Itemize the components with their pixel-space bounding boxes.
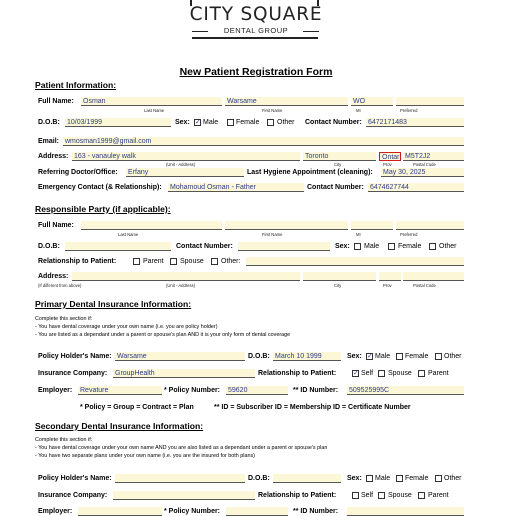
primary-insurer-label: Insurance Company: [38, 370, 108, 377]
rp-address-label: Address: [38, 273, 69, 280]
rp-preferred-field[interactable] [396, 221, 464, 230]
primary-sex-other-label: Other [444, 353, 462, 360]
rp-sex-other-checkbox[interactable] [429, 243, 436, 250]
primary-employer-field[interactable]: Revature [78, 386, 162, 395]
rp-prov-field[interactable] [379, 272, 401, 281]
rp-sex-other-label: Other [439, 243, 457, 250]
logo-title: CITY SQUARE [189, 4, 323, 25]
secondary-sex-other-label: Other [444, 475, 462, 482]
rp-contact-number-label: Contact Number: [176, 243, 233, 250]
rp-sublabel-last-name: Last Name [118, 232, 139, 237]
rp-other-checkbox[interactable] [211, 258, 218, 265]
email-field[interactable]: wmosman1999@gmail.com [63, 137, 464, 146]
rp-sex-male-checkbox[interactable] [354, 243, 361, 250]
secondary-sex-female-checkbox[interactable] [396, 475, 403, 482]
rp-address-field[interactable] [72, 272, 300, 281]
last-hygiene-label: Last Hygiene Appointment (cleaning): [247, 169, 373, 176]
secondary-holder-field[interactable] [115, 474, 245, 483]
province-field[interactable]: Ontar [379, 152, 401, 161]
city-field[interactable]: Toronto [303, 152, 376, 161]
rp-postal-field[interactable] [403, 272, 464, 281]
emergency-number-label: Contact Number: [307, 184, 364, 191]
secondary-parent-label: Parent [428, 492, 449, 499]
referring-label: Referring Doctor/Office: [38, 169, 118, 176]
rp-parent-checkbox[interactable] [133, 258, 140, 265]
sex-male-checkbox[interactable]: ✓ [195, 119, 201, 126]
section-secondary-heading: Secondary Dental Insurance Information: [35, 421, 204, 431]
rp-contact-number-field[interactable] [238, 242, 330, 251]
primary-self-checkbox[interactable]: ✓ [353, 370, 359, 377]
sex-female-label: Female [236, 119, 260, 126]
secondary-dob-field[interactable] [273, 474, 341, 483]
contact-number-label: Contact Number: [305, 119, 362, 126]
sublabel-prov: Prov [383, 162, 392, 167]
primary-sex-female-label: Female [405, 353, 429, 360]
first-name-field[interactable]: Warsame [225, 97, 348, 106]
secondary-sex-other-checkbox[interactable] [435, 475, 442, 482]
rp-sex-male-label: Male [364, 243, 380, 250]
primary-id-label: ** ID Number: [293, 387, 339, 394]
secondary-policy-label: * Policy Number: [164, 508, 221, 515]
primary-dob-label: D.O.B: [248, 353, 270, 360]
rp-sex-label: Sex: [335, 243, 350, 250]
primary-spouse-label: Spouse [388, 370, 412, 377]
last-hygiene-field[interactable]: May 30, 2025 [381, 168, 464, 177]
logo-frame-bottom [192, 37, 318, 39]
dob-field[interactable]: 10/03/1999 [65, 118, 171, 127]
primary-parent-checkbox[interactable] [418, 370, 425, 377]
last-name-field[interactable]: Osman [81, 97, 222, 106]
secondary-insurer-label: Insurance Company: [38, 492, 108, 499]
sex-label: Sex: [175, 119, 190, 126]
contact-number-field[interactable]: 6472171483 [366, 118, 464, 127]
sublabel-preferred: Preferred [400, 108, 418, 113]
secondary-self-checkbox[interactable] [352, 492, 359, 499]
secondary-spouse-checkbox[interactable] [378, 492, 385, 499]
sex-male-label: Male [203, 119, 219, 126]
section-patient-heading: Patient Information: [35, 80, 117, 90]
sex-other-checkbox[interactable] [267, 119, 274, 126]
rp-sublabel-mi: MI [356, 232, 361, 237]
sex-female-checkbox[interactable] [227, 119, 234, 126]
secondary-relationship-label: Relationship to Patient: [258, 492, 337, 499]
secondary-sex-male-label: Male [375, 475, 391, 482]
primary-sex-other-checkbox[interactable] [435, 353, 442, 360]
primary-policy-field[interactable]: 59620 [226, 386, 288, 395]
section-primary-heading: Primary Dental Insurance Information: [35, 299, 192, 309]
primary-parent-label: Parent [428, 370, 449, 377]
secondary-sex-male-checkbox[interactable] [366, 475, 373, 482]
primary-note-intro: Complete this section if: [35, 316, 93, 322]
sublabel-unit-address: (Unit - Address) [166, 162, 196, 167]
rp-sublabel-city: City [334, 283, 342, 288]
address-field[interactable]: 163 - vanauley walk [72, 152, 300, 161]
email-label: Email: [38, 138, 60, 145]
primary-spouse-checkbox[interactable] [378, 370, 385, 377]
primary-sex-female-checkbox[interactable] [396, 353, 403, 360]
secondary-note-line1: - You have dental coverage under your own name AND you are also listed as a dependant under a parent or spouse's plan [35, 445, 328, 451]
rp-sublabel-prov: Prov [383, 283, 392, 288]
sublabel-postal-code: Postal Code [413, 162, 436, 167]
secondary-holder-label: Policy Holder's Name: [38, 475, 112, 482]
secondary-self-label: Self [361, 492, 374, 499]
emergency-contact-field[interactable]: Mohamoud Osman - Father [168, 183, 304, 192]
secondary-id-label: ** ID Number: [293, 508, 339, 515]
primary-note-line1: - You have dental coverage under your own name (i.e. you are policy holder) [35, 324, 218, 330]
secondary-parent-checkbox[interactable] [418, 492, 425, 499]
secondary-employer-label: Employer: [38, 508, 73, 515]
primary-policy-label: * Policy Number: [164, 387, 221, 394]
rp-other-field[interactable] [246, 257, 464, 266]
rp-relationship-label: Relationship to Patient: [38, 258, 117, 265]
sublabel-first-name: First Name [262, 108, 283, 113]
rp-city-field[interactable] [303, 272, 376, 281]
rp-sublabel-preferred: Preferred [400, 232, 418, 237]
primary-insurer-field[interactable]: GroupHealth [113, 369, 255, 378]
primary-id-field[interactable]: 509525995C [347, 386, 464, 395]
preferred-name-field[interactable] [396, 97, 464, 106]
rp-other-label: Other: [221, 258, 241, 265]
rp-dob-field[interactable] [65, 242, 171, 251]
secondary-sex-female-label: Female [405, 475, 429, 482]
rp-last-name-field[interactable] [81, 221, 222, 230]
sublabel-mi: MI [356, 108, 361, 113]
logo-subtitle: DENTAL GROUP [223, 26, 289, 35]
section-responsible-heading: Responsible Party (if applicable): [35, 204, 171, 214]
rp-dob-label: D.O.B: [38, 243, 60, 250]
rp-parent-label: Parent [143, 258, 164, 265]
primary-footnote-policy: * Policy = Group = Contract = Plan [80, 404, 194, 411]
secondary-spouse-label: Spouse [388, 492, 412, 499]
referring-field[interactable]: Erfany [126, 168, 244, 177]
primary-note-line2: - You are listed as a dependant under a parent or spouse's plan AND it is your only form of dental coverage [35, 332, 291, 338]
secondary-sex-label: Sex: [347, 475, 362, 482]
rp-sublabel-unit-address: (Unit - Address) [166, 283, 196, 288]
primary-self-label: Self [361, 370, 374, 377]
secondary-note-line2: - You have two separate plans under your own name (i.e. you are the insured for both plans) [35, 453, 255, 459]
rp-sex-female-checkbox[interactable] [388, 243, 395, 250]
secondary-note-intro: Complete this section if: [35, 437, 93, 443]
full-name-label: Full Name: [38, 98, 74, 105]
rp-if-different: (If different from above) [38, 283, 82, 288]
sublabel-last-name: Last Name [144, 108, 165, 113]
primary-sex-male-label: Male [375, 353, 391, 360]
primary-sex-label: Sex: [347, 353, 362, 360]
logo-rule-right [303, 31, 319, 32]
secondary-insurer-field[interactable] [113, 491, 255, 500]
primary-holder-field[interactable]: Warsame [115, 352, 245, 361]
sublabel-city: City [334, 162, 342, 167]
primary-dob-field[interactable]: March 10 1999 [273, 352, 341, 361]
rp-full-name-label: Full Name: [38, 222, 74, 229]
middle-initial-field[interactable]: WO [351, 97, 393, 106]
rp-sex-female-label: Female [398, 243, 422, 250]
emergency-label: Emergency Contact (& Relationship): [38, 184, 162, 191]
rp-spouse-checkbox[interactable] [170, 258, 177, 265]
secondary-dob-label: D.O.B: [248, 475, 270, 482]
rp-mi-field[interactable] [351, 221, 393, 230]
primary-relationship-label: Relationship to Patient: [258, 370, 337, 377]
dob-label: D.O.B: [38, 119, 60, 126]
rp-sublabel-first-name: First Name [262, 232, 283, 237]
emergency-number-field[interactable]: 6474627744 [368, 183, 464, 192]
rp-sublabel-postal-code: Postal Code [413, 283, 436, 288]
rp-spouse-label: Spouse [180, 258, 204, 265]
primary-employer-label: Employer: [38, 387, 73, 394]
address-label: Address: [38, 153, 69, 160]
postal-code-field[interactable]: M5T2J2 [403, 152, 464, 161]
primary-sex-male-checkbox[interactable]: ✓ [367, 353, 373, 360]
form-title: New Patient Registration Form [179, 66, 333, 78]
rp-first-name-field[interactable] [225, 221, 348, 230]
primary-holder-label: Policy Holder's Name: [38, 353, 112, 360]
primary-footnote-id: ** ID = Subscriber ID = Membership ID = Certificate Number [214, 404, 411, 411]
sex-other-label: Other [277, 119, 295, 126]
